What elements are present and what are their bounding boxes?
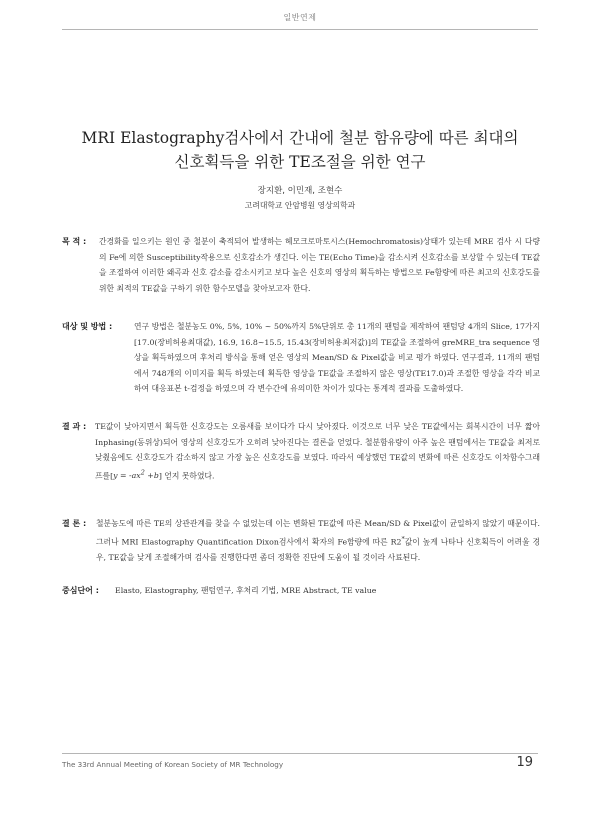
page-number: 19 — [516, 755, 533, 770]
result-section — [62, 419, 540, 484]
keywords-section — [62, 583, 540, 599]
conclusion-section — [62, 516, 540, 565]
result-formula — [113, 468, 159, 481]
paper-title-line-2: 신호획득을 위한 TE조절을 위한 연구 — [174, 153, 426, 171]
purpose-label: 목 적 : — [62, 237, 87, 246]
paper-authors: 장지환, 이민재, 조현수 — [257, 186, 343, 196]
method-section — [62, 319, 540, 397]
conclusion-text-end: 값이 높게 나타나 신호획득이 어려울 경우, TE값을 낮게 조절해가며 검사를 진행한다면 좀더 정확한 진단에 도움이 될 것이라 사료된다. — [96, 537, 540, 562]
header-divider — [62, 29, 538, 30]
conclusion-text — [96, 516, 540, 565]
result-label: 결 과 : — [62, 422, 87, 431]
result-text-main: TE값이 낮아지면서 획득한 신호강도는 오름새를 보이다가 다시 낮아졌다. 이것으로 너무 낮은 TE값에서는 회복시간이 너무 짧아 Inphasing(동위상)되어 영상의 신호강도가 오히려 낮아진다는 결론을 얻었다. 철분함유량이 아주 높은 팬텀에서는 TE값을 최저로 낮췄음에도 신호강도가 감소하지 않고 가장 높은 신호강도를 보였다. 따라서 예상했던 TE값의 변화에 따른 신호강도 이차함수그래프를[ — [95, 422, 540, 481]
conclusion-text-main: 철분농도에 따른 TE의 상관관계를 찾을 수 없었는데 이는 변화된 TE값에 따른 Mean/SD & Pixel값이 균일하지 않았기 때문이다. 그러나 MRI Elastography Quantification Dixon검사에서 확자의 Fe함량에 따른 R2 — [96, 519, 540, 547]
keywords-text: Elasto, Elastography, 팬텀연구, 후처리 기법, MRE Abstract, TE value — [115, 586, 377, 595]
result-formula-exponent: 2 — [140, 468, 145, 477]
footer-meeting-name: The 33rd Annual Meeting of Korean Society of MR Technology — [62, 760, 284, 769]
conclusion-superscript: * — [401, 534, 405, 543]
result-formula-base: y = -ax — [113, 471, 141, 481]
paper-title-line-1: MRI Elastography검사에서 간내에 철분 함유량에 따른 최대의 — [81, 129, 519, 147]
result-text — [95, 419, 540, 484]
footer-divider — [62, 753, 538, 754]
conclusion-label: 결 론 : — [62, 519, 87, 528]
purpose-text: 간경화를 일으키는 원인 중 철분이 축적되어 발생하는 헤모크로마토시스(Hemochromatosis)상태가 있는데 MRE 검사 시 다량의 Fe에 의한 Susceptibility작용으로 신호감소가 생긴다. 이는 TE(Echo Time)을 감소시켜 신호감소를 보상할 수 있는데 TE값을 조절하여 이러한 왜곡과 신호 감소를 감소시키고 보다 높은 신호의 영상의 획득하는 방법으로 Fe함량에 따른 최고의 신호강도를 위한 최적의 TE값을 구하기 위한 함수모델을 찾아보고자 한다. — [99, 237, 540, 293]
paper-title — [50, 126, 550, 174]
keywords-label: 중심단어 : — [62, 586, 99, 595]
result-formula-tail: +b — [144, 471, 159, 481]
purpose-section — [62, 234, 540, 296]
section-header-label: 일반연제 — [283, 13, 317, 22]
method-text: 연구 방법은 철분농도 0%, 5%, 10% ~ 50%까지 5%단위로 총 11개의 팬텀을 제작하여 팬텀당 4개의 Slice, 17가지[17.0(장비허용최대값), 16.9, 16.8~15.5, 15.43(장비허용최저값)]의 TE값을 조절하여 greMRE_tra sequence 영상을 획득하였으며 후처리 방식을 통해 얻은 영상의 Mean/SD & Pixel값을 비교 평가 하였다. 연구결과, 11개의 팬텀에서 748개의 이미지를 획득 하였는데 획득한 영상을 TE값을 조절하지 않은 영상(TE17.0)과 조절한 영상을 각각 비교하여 대응표본 t-검정을 하였으며 각 변수간에 유의미한 차이가 있다는 통계적 결과를 도출하였다. — [134, 322, 540, 393]
paper-affiliation: 고려대학교 안암병원 영상의학과 — [244, 201, 356, 210]
result-text-end: ] 얻지 못하였다. — [158, 471, 215, 481]
method-label: 대상 및 방법 : — [62, 322, 113, 331]
